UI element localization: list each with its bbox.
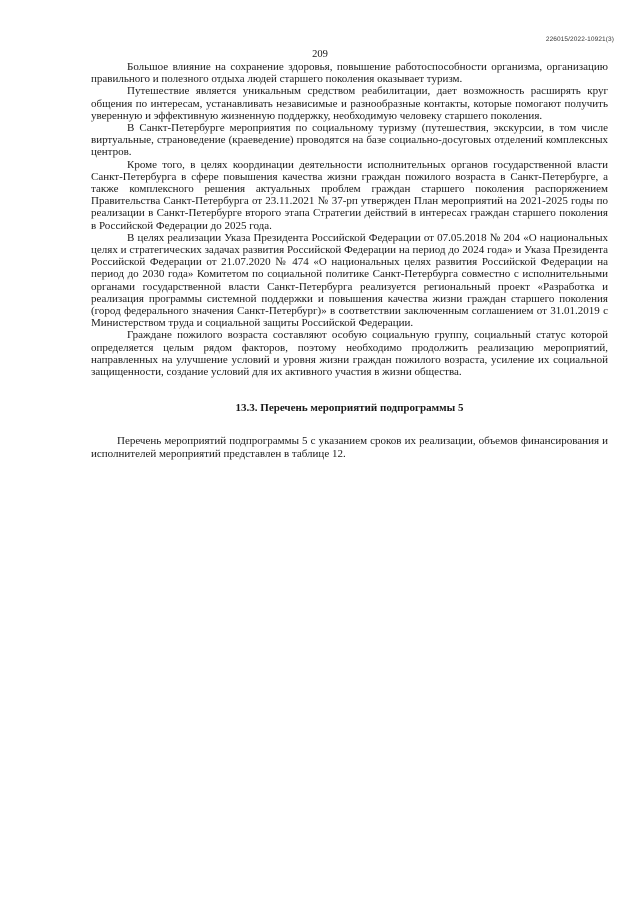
- paragraph-presidential-decree: В целях реализации Указа Президента Российской Федерации от 07.05.2018 № 204 «О национальных целях и стратегических задачах развития Российской Федерации на период до 2024 года» и Указа Президента Российской Федерации от 21.07.2020 № 474 «О национальных целях развития Российской Федерации на период до 2030 года» Комитетом по социальной политике Санкт-Петербурга совместно с исполнительными органами государственной власти Санкт-Петербурга реализуется региональный проект «Разработка и реализация программы системной поддержки и повышения качества жизни граждан старшего поколения (город федерального значения Санкт-Петербург)» в соответствии заключенным соглашением от 31.01.2019 с Министерством труда и социальной защиты Российской Федерации.: [91, 231, 608, 330]
- paragraph-table-reference: Перечень мероприятий подпрограммы 5 с указанием сроков их реализации, объемов финансирования и исполнителей мероприятий представлен в таблице 12.: [91, 435, 608, 460]
- paragraph-elderly-group: Граждане пожилого возраста составляют особую социальную группу, социальный статус которой определяется целым рядом факторов, поэтому необходимо продолжить реализацию мероприятий, направленных на улучшение условий и уровня жизни граждан пожилого возраста, усиление их социальной защищенности, создание условий для их активного участия в жизни общества.: [91, 329, 608, 379]
- section-heading: 13.3. Перечень мероприятий подпрограммы 5: [235, 402, 464, 415]
- paragraph-tourism-health: Большое влияние на сохранение здоровья, повышение работоспособности организма, организацию правильного и полезного отдыха людей старшего поколения оказывает туризм.: [91, 61, 608, 86]
- paragraph-coordination-plan: Кроме того, в целях координации деятельности исполнительных органов государственной власти Санкт-Петербурга в сфере повышения качества жизни граждан пожилого возраста в Санкт-Петербурге, а также комплексного решения актуальных проблем граждан старшего поколения распоряжением Правительства Санкт-Петербурга от 23.11.2021 № 37-рп утвержден План мероприятий на 2021-2025 годы по реализации в Санкт-Петербурге второго этапа Стратегии действий в интересах граждан старшего поколения в Российской Федерации до 2025 года.: [91, 158, 608, 232]
- paragraph-travel-rehabilitation: Путешествие является уникальным средством реабилитации, дает возможность расширять круг общения по интересам, устанавливать независимые и разнообразные контакты, которые помогают получить уверенную и эффективную жизненную поддержку, необходимую человеку старшего поколения.: [91, 85, 608, 122]
- paragraph-social-tourism: В Санкт-Петербурге мероприятия по социальному туризму (путешествия, экскурсии, в том числе виртуальные, страноведение (краеведение) проводятся на базе социально-досуговых отделений комплексных центров.: [91, 122, 608, 159]
- document-id: 226015/2022-10921(3): [545, 36, 614, 43]
- document-body: [91, 61, 608, 460]
- page-number: 209: [312, 49, 328, 60]
